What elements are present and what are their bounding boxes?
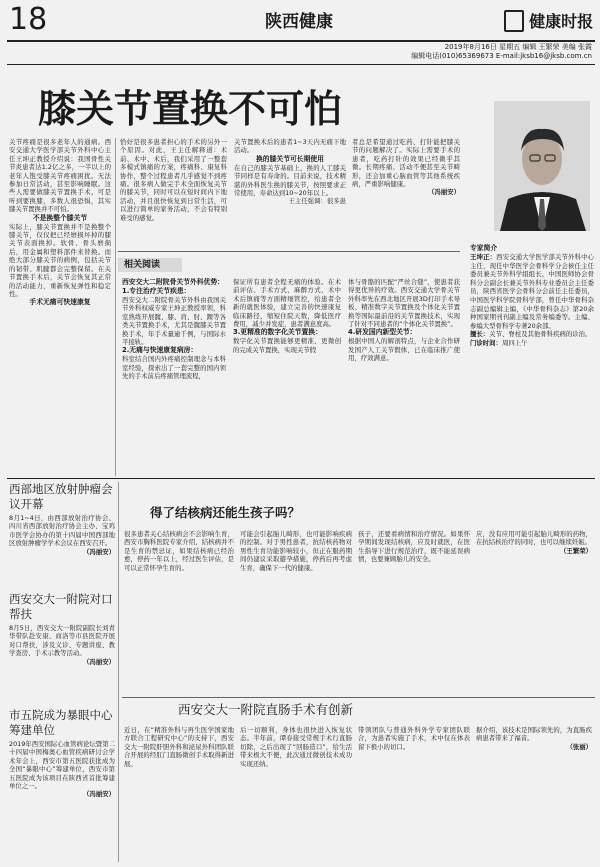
sidebar-story-2-text: 8月5日，西安交大一附院副院长刘青华带队赴安康、商洛等市县医院开展对口帮扶，涉及义诊、专题讲座、教学查房、手术示教等活动。 — [9, 624, 115, 658]
article-3-col-4 — [476, 726, 592, 860]
masthead-rule — [7, 40, 595, 42]
sidebar-story-1-text: 8月1~4日，由西部放射治疗协会、四川省西部放射治疗协会主办、宝鸡市医学会协办的第十四届中国西部地区放射肿瘤学学术会议在西安召开。 — [9, 514, 115, 548]
expert-name: 王坤正 — [470, 253, 490, 261]
expert-title: 专家简介 — [470, 244, 498, 252]
article-2-col-3: 孩子，还要看病情和治疗情况。如果怀孕期间发现结核病，应及时就医，在医生指导下进行规范治疗，既不能延误病情，也要兼顾胎儿的安全。 — [358, 530, 470, 564]
article-2-col-2: 可能会引起胎儿畸形，也可能影响疾病的控制。对于男性患者，抗结核药物对男性生育功能影响较小，但正在服药期间仍建议采取避孕措施，停药后再考虑生育，确保下一代的健康。 — [240, 530, 352, 572]
article-3-col-2: 后一切顺利，身体也很快进入恢复状态。半年前，谭春接受常规手术行直肠切除，之后出现了“回肠造口”，给生活带来极大不便，此次通过微创技术成功实现还纳。 — [240, 726, 352, 768]
expert-bio: 专家简介 王坤正：西安交通大学医学部关节外科中心主任，现任中华医学会骨科学分会候任主任委员兼关节外科学组组长，中国医师协会骨科分会副会长兼关节外科专业委员会主任委员，陕西省医学会骨科分会前任主任委员，中国医学科学院骨科学部，曾任中华骨科杂志副总编辑主编，《中华骨科杂志》第20余种国家期刊刊副主编及常务编委等。主编、参编大型骨科学专著20余部。 擅长：关节、脊柱及其他骨科疾病的诊治。 门诊时间：周四上午 — [470, 244, 594, 347]
related-header-label: 相关阅读 — [124, 260, 161, 270]
expert-clinic-label: 门诊时间： — [470, 338, 502, 347]
expert-specialty: 关节、脊柱及其他骨科疾病的诊治。 — [489, 330, 592, 339]
sidebar-story-1-body — [9, 514, 115, 588]
sidebar-story-2-body — [9, 624, 115, 704]
related-col-1 — [122, 278, 226, 472]
related-col-3-text: 体与骨骼的匹配“严丝合缝”，使患者获得更优异的疗效。西安交通大学骨关节外科率先在西北地区开展3D打印手术导板、精准数字关节置换及个体化关节置换等国际最前沿的关节置换技术，实现了针对不同患者的“个体化关节置换”。 — [348, 278, 460, 329]
related-header — [118, 258, 182, 272]
section-title: 陕西健康 — [265, 12, 333, 32]
lead-subhead-1: 不是换整个膝关节 — [32, 213, 88, 222]
expert-bio-text: 西安交通大学医学部关节外科中心主任，现任中华医学会骨科学分会候任主任委员兼关节外科学组组长，中国医师协会骨科分会副会长兼关节外科专业委员会主任委员，陕西省医学会骨科分会前任主任委员，中国医学科学院骨科学部，曾任中华骨科杂志副总编辑主编，《中华骨科杂志》第20余种国家期刊刊副主编及常务编委等。主编、参编大型骨科学专著20余部。 — [470, 253, 594, 330]
col-divider — [115, 138, 116, 476]
lead-col-3-text-b: 在自己的膝关节基础上，换的人工膝关节同样是有寿命的。目前来说，技术精湛的外科医生换的膝关节，按照要求正常使用，寿命达到10~20年以上。 — [234, 163, 346, 198]
related-col-1-title: 西安交大二附院骨关节外科优势： — [122, 278, 224, 286]
article-2-col-4-text: 应，没有应用可能引起胎儿畸形的药物，在抗结核治疗的同时，也可以继续妊娠。 — [476, 530, 592, 547]
article-2-headline: 得了结核病还能生孩子吗？ — [150, 505, 301, 520]
lead-headline: 膝关节置换不可怕 — [38, 87, 343, 131]
sidebar-story-3-text: 2019年西安国际心血管病论坛暨第二十四届中国梅奥心血管疾病研讨会学术年会上，西安市第五医院获批成为全国“暴眼中心”筹建单位，西安市第五医院成为该项目在陕西省首批筹建单位之一。 — [9, 740, 115, 791]
lead-col-3-text: 关节置换术后的患者1~3天内无痛下地活动。 — [234, 138, 346, 155]
article-3-headline: 西安交大一附院直肠手术有创新 — [178, 702, 354, 717]
sidebar-divider — [118, 482, 119, 862]
lead-subhead-3: 换的膝关节可长期使用 — [256, 154, 324, 163]
article-2-signature: （王繁荣） — [560, 546, 592, 555]
article-3-col-3: 带领团队与普通外科外学专家团队联合，为患者实施了手术，术中仅在体表留下极小的切口。 — [358, 726, 470, 751]
article-2-col-1: 很多患者关心结核病会不会影响生育，西安市胸科医院专家介绍，结核病并不是生育的禁忌证，如果结核病已经治愈，停药一年以上，经过医生评估，是可以正常怀孕生育的。 — [124, 530, 234, 572]
lead-col-4-signature: （冯丽安） — [428, 188, 460, 197]
article-3-signature: （张丽） — [566, 742, 592, 751]
related-point-4-title: 4.研发国内新型关节： — [348, 328, 417, 337]
sidebar-story-3-body — [9, 740, 115, 862]
sidebar-story-1-signature: （冯丽安） — [83, 547, 115, 556]
related-top-rule — [118, 251, 460, 252]
related-point-1-text: 西安交大二附院骨关节外科由我国关节外科权威专家王坤正教授率领，科室熟练开展髋、膝、肩、肘、踝等各类关节置换手术，尤其是髋膝关节置换手术，年手术量逾千例，与国际水平接轨。 — [122, 296, 226, 347]
related-col-2 — [233, 278, 341, 472]
sidebar-story-3-signature: （冯丽安） — [83, 790, 115, 799]
related-point-2-title: 2.无痛与快速康复病房： — [122, 346, 198, 355]
section-rule — [7, 478, 595, 479]
related-col-2-text: 保证所有患者全程无痛的体验。在术前评估、手术方式、麻醉方式、术中术后镇痛等方面精细管控，给患者全新的就医体验，建立完善的快速康复临床路径，缩短住院天数，降低医疗费用，减少并发症，患者满意度高。 — [233, 278, 341, 329]
masthead-date: 2019年8月16日 星期五 编辑 王繁荣 美编 张霞 — [444, 43, 592, 51]
lead-col-3-text-c: 王主任强调：很多患 — [288, 197, 346, 206]
article-3-col-4-text: 据介绍，该技术是国际领先的，为直肠疾病患者带来了福音。 — [476, 726, 592, 743]
expert-clinic: 周四上午 — [501, 338, 528, 347]
lead-col-1-text: 关节疼痛是很多老年人的通病。西安交通大学医学部关节外科中心主任王坤正教授介绍说：我国骨性关节炎患者达1.2亿之多，一半以上的老年人饱受膝关节疼痛困扰。无法参加日常活动，甚至影响睡眠。这些人需要做膝关节置换手术，可是听到要换膝，多数人很恐惧，其实膝关节置换并不可怕。 — [9, 138, 111, 214]
related-col-3 — [348, 278, 460, 472]
logo-mark-icon — [504, 10, 524, 32]
lead-col-1 — [9, 138, 111, 473]
expert-photo — [494, 101, 590, 231]
lead-col-1-text-b: 实际上，膝关节置换并不是换整个膝关节，仅仅把已经磨损坏掉的膝关节表面换掉。软骨、骨头磨损后，用金属和塑料部件来替换。而绝大部分膝关节的病例，包括关节的韧带、肌腱都会完整保留。在关节置换手术后，关节会恢复其正常的活动能力，重新恢复弹性和稳定性。 — [9, 222, 111, 298]
sidebar-story-3-headline: 市五院成为暴眼中心筹建单位 — [9, 708, 113, 737]
sidebar-story-2-headline: 西安交大一附院对口帮扶 — [9, 592, 113, 621]
lead-col-2: 恰好是很多患者担心的手术的另外一个原因。对此，王主任解释道：术前、术中、术后，我们采用了一整套多模式镇痛的方案，疼痛科、康复科协作，整个过程患者几乎感觉不到疼痛。很多病人做完手术全面恢复关节的膝关节，同时可以在短时间内下地活动，并且很快恢复到日常生活，可以进行简单的家务活动，不会有特别难受的感觉。 — [120, 138, 227, 222]
masthead-logo — [504, 9, 596, 33]
expert-portrait-icon — [494, 101, 590, 231]
logo-text: 健康时报 — [529, 12, 594, 31]
article-2-col-4 — [476, 530, 592, 690]
article-3-col-1: 近日，在“精准外科与再生医学国家地方联合工程研究中心”的支持下，西安交大一附院肝胆外科和泌尿外科团队联合开展的经肛门直肠微创手术取得新进展。 — [124, 726, 234, 768]
lead-col-4-text: 者总是希望通过吃药、打针能把膝关节的问题解决了。实际上需要手术的患者，吃药打针的效果已经微乎其微。长期疼痛、活动不便甚至关节畸形，还会加重心脑血管等其他系统疾病，严重影响健康。 — [352, 138, 460, 189]
lead-subhead-2: 手术无痛可快速康复 — [29, 298, 91, 307]
page-number: 18 — [9, 2, 48, 37]
related-point-3-title: 3.更精准的数字化关节置换： — [233, 328, 322, 337]
expert-specialty-label: 擅长： — [470, 330, 490, 339]
lead-col-3 — [234, 138, 346, 244]
sidebar-story-1-headline: 西部地区放射肿瘤会议开幕 — [9, 482, 113, 511]
related-point-4-text: 根据中国人的解剖特点，与企业合作研发国产人工关节假体，已在临床推广使用，疗效满意。 — [348, 337, 460, 363]
article-rule — [122, 697, 595, 698]
related-point-3-text: 数字化关节置换能够更精准、更微创的完成关节置换，实现关节假 — [233, 337, 341, 354]
masthead-rule-thin — [7, 64, 595, 65]
masthead-contact: 编辑电话(010)65369673 E-mail:jksb16@jksb.com.cn — [411, 52, 592, 60]
related-point-1-title: 1.专注治疗关节疾患： — [122, 287, 191, 295]
lead-col-4 — [352, 138, 460, 250]
sidebar-story-2-signature: （冯丽安） — [83, 657, 115, 666]
related-point-2-text: 科室结合国内外疼痛控制理念与本科室经验，探索出了一套完整的国内领先的手术前后疼痛管理流程， — [122, 355, 226, 381]
